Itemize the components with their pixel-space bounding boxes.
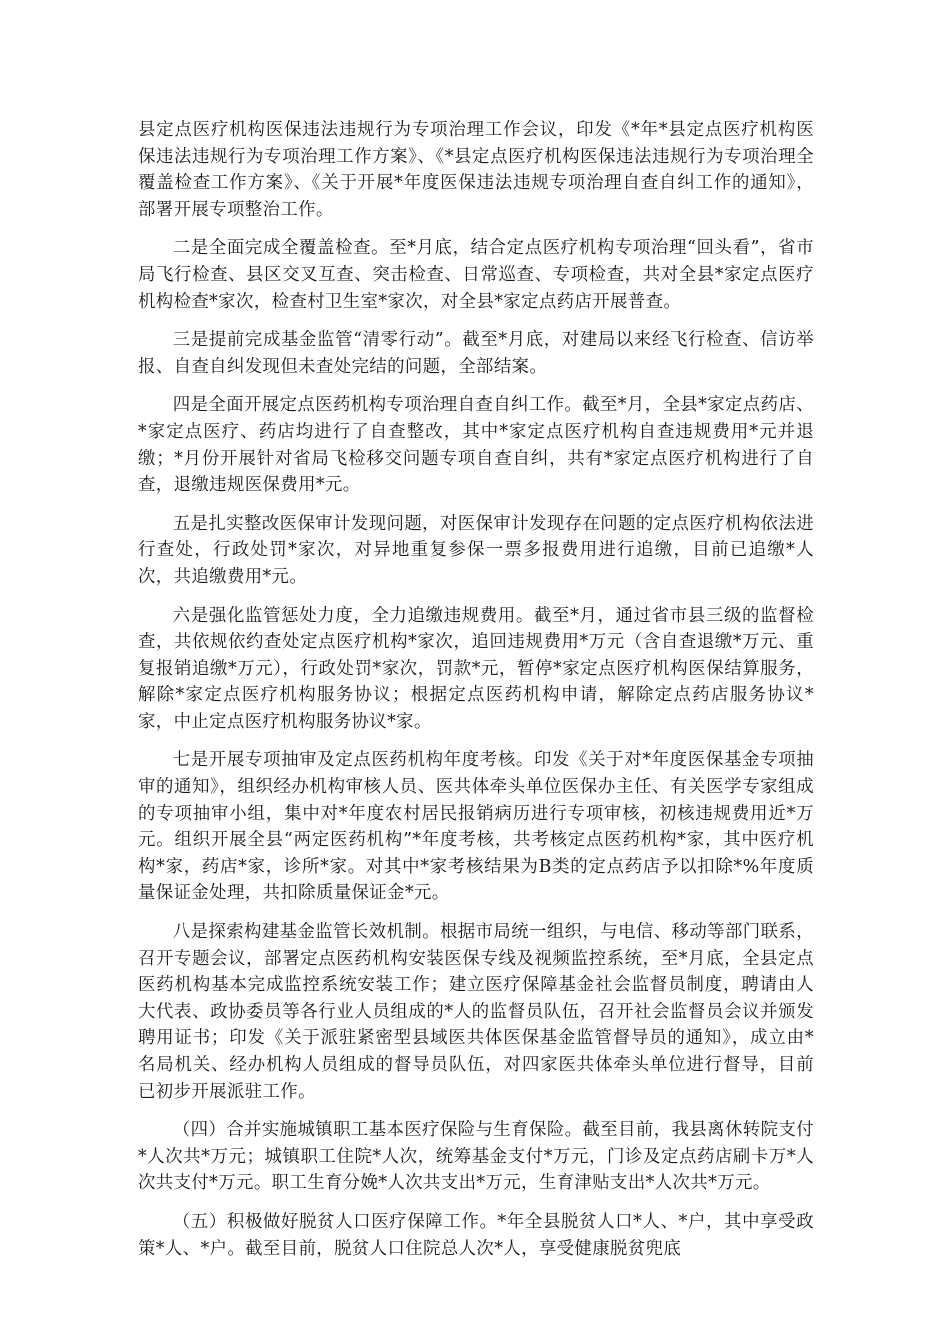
paragraph-item-3: 三是提前完成基金监管“清零行动”。截至*月底，对建局以来经飞行检查、信访举报、自查自纠发现但未查处完结的问题，全部结案。	[138, 330, 814, 377]
section-4-paragraph: （四）合并实施城镇职工基本医疗保险与生育保险。截至目前，我县离休转院支付*人次共*万元；城镇职工住院*人次，统筹基金支付*万元，门诊及定点药店刷卡万*人次共支付*万元。职工生育分娩*人次共支出*万元，生育津贴支出*人次共*万元。	[138, 1120, 814, 1194]
paragraph-item-4: 四是全面开展定点医药机构专项治理自查自纠工作。截至*月，全县*家定点药店、*家定点医疗、药店均进行了自查整改，其中*家定点医疗机构自查违规费用*元并退缴；*月份开展针对省局飞检移交问题专项自查自纠，共有*家定点医疗机构进行了自查，退缴违规医保费用*元。	[138, 395, 814, 496]
paragraph-item-5: 五是扎实整改医保审计发现问题，对医保审计发现存在问题的定点医疗机构依法进行查处，行政处罚*家次，对异地重复参保一票多报费用进行追缴，目前已追缴*人次，共追缴费用*元。	[138, 513, 814, 587]
document-body	[138, 117, 814, 1274]
paragraph-continuation: 县定点医疗机构医保违法违规行为专项治理工作会议，印发《*年*县定点医疗机构医保违法违规行为专项治理工作方案》、《*县定点医疗机构医保违法违规行为专项治理全覆盖检查工作方案》、《关于开展*年度医保违法违规专项治理自查自纠工作的通知》，部署开展专项整治工作。	[138, 120, 814, 220]
paragraph-item-2: 二是全面完成全覆盖检查。至*月底，结合定点医疗机构专项治理“回头看”，省市局飞行检查、县区交叉互查、突击检查、日常巡查、专项检查，共对全县*家定点医疗机构检查*家次，检查村卫生室*家次，对全县*家定点药店开展普查。	[138, 238, 814, 312]
paragraph-item-6: 六是强化监管惩处力度，全力追缴违规费用。截至*月，通过省市县三级的监督检查，共依规依约查处定点医疗机构*家次，追回违规费用*万元（含自查退缴*万元、重复报销追缴*万元），行政处罚*家次，罚款*元，暂停*家定点医疗机构医保结算服务，解除*家定点医疗机构服务协议；根据定点医药机构申请，解除定点药店服务协议*家，中止定点医疗机构服务协议*家。	[138, 605, 814, 732]
paragraph-item-7: 七是开展专项抽审及定点医药机构年度考核。印发《关于对*年度医保基金专项抽审的通知》，组织经办机构审核人员、医共体牵头单位医保办主任、有关医学专家组成的专项抽审小组，集中对*年度农村居民报销病历进行专项审核，初核违规费用近*万元。组织开展全县“两定医药机构”*年度考核，共考核定点医药机构*家，其中医疗机构*家，药店*家，诊所*家。对其中*家考核结果为B类的定点药店予以扣除*%年度质量保证金处理，共扣除质量保证金*元。	[138, 750, 814, 904]
section-5-paragraph: （五）积极做好脱贫人口医疗保障工作。*年全县脱贫人口*人、*户，其中享受政策*人、*户。截至目前，脱贫人口住院总人次*人，享受健康脱贫兜底	[138, 1211, 814, 1259]
paragraph-item-8: 八是探索构建基金监管长效机制。根据市局统一组织，与电信、移动等部门联系，召开专题会议，部署定点医药机构安装医保专线及视频监控系统，至*月底，全县定点医药机构基本完成监控系统安装工作；建立医疗保障基金社会监督员制度，聘请由人大代表、政协委员等各行业人员组成的*人的监督员队伍，召开社会监督员会议并颁发聘用证书；印发《关于派驻紧密型县域医共体医保基金监管督导员的通知》，成立由*名局机关、经办机构人员组成的督导员队伍，对四家医共体牵头单位进行督导，目前已初步开展派驻工作。	[138, 922, 814, 1102]
